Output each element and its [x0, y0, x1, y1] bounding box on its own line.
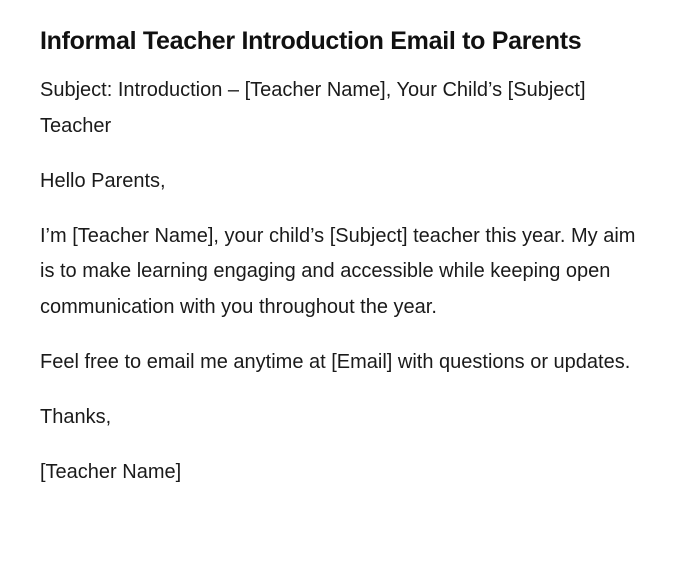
document-page — [40, 24, 650, 510]
email-subject-line: Subject: Introduction – [Teacher Name], Your Child’s [Subject] Teacher — [40, 79, 586, 137]
email-greeting: Hello Parents, — [40, 169, 166, 192]
document-title: Informal Teacher Introduction Email to Parents — [40, 27, 582, 55]
email-signature: [Teacher Name] — [40, 460, 182, 483]
email-closing: Thanks, — [40, 405, 112, 428]
email-body-paragraph-2: Feel free to email me anytime at [Email] with questions or updates. — [40, 350, 631, 373]
email-body-paragraph-1: I’m [Teacher Name], your child’s [Subject] teacher this year. My aim is to make learning engaging and accessible while keeping open communication with you throughout the year. — [40, 224, 636, 318]
